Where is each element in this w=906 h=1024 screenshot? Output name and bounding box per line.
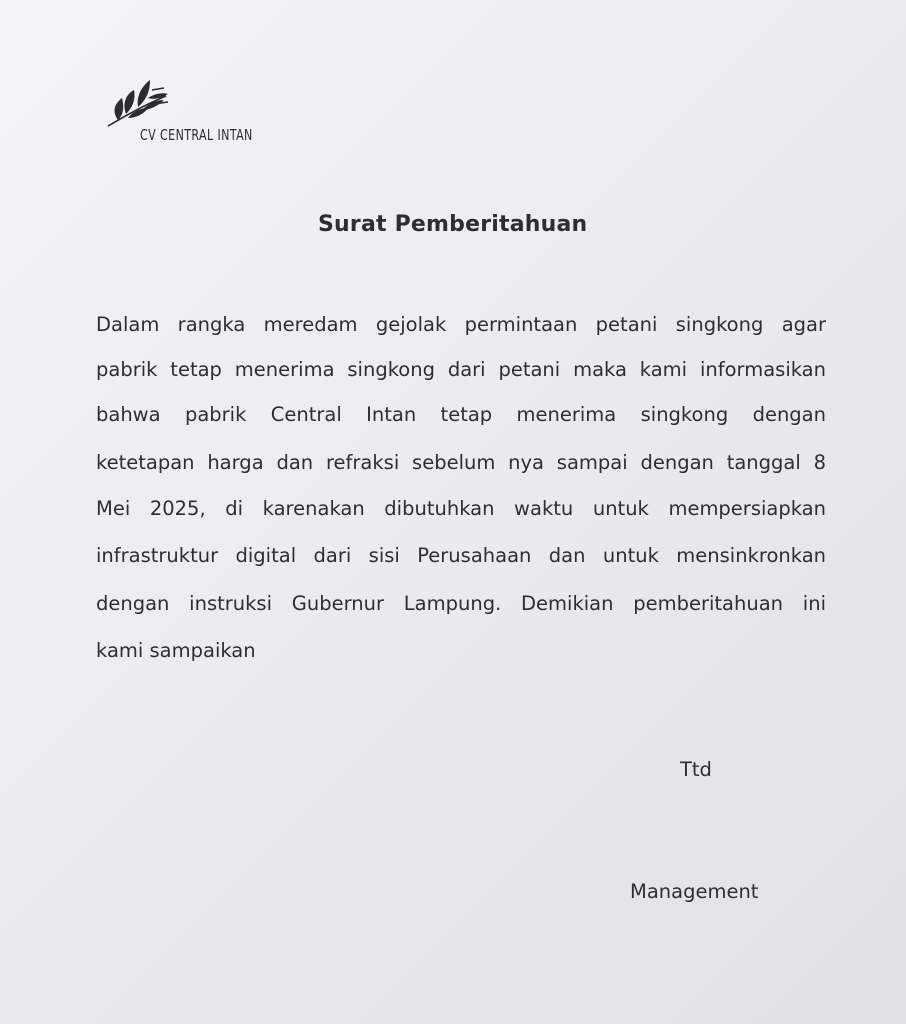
body-line: infrastruktur digital dari sisi Perusahaan dan untuk mensinkronkan (96, 544, 826, 567)
signature-label: Ttd (680, 758, 712, 781)
letter-title: Surat Pemberitahuan (318, 212, 588, 237)
body-line: pabrik tetap menerima singkong dari petani maka kami informasikan (96, 358, 826, 381)
signatory-name: Management (630, 880, 759, 903)
body-line: ketetapan harga dan refraksi sebelum nya sampai dengan tanggal 8 (96, 451, 826, 474)
olive-branch-icon (104, 74, 174, 132)
body-line-last: kami sampaikan (96, 639, 256, 662)
body-line: Mei 2025, di karenakan dibutuhkan waktu untuk mempersiapkan (96, 497, 826, 520)
company-name: CV CENTRAL INTAN (140, 126, 253, 144)
company-logo (104, 74, 304, 154)
body-line: dengan instruksi Gubernur Lampung. Demikian pemberitahuan ini (96, 592, 826, 615)
body-line: Dalam rangka meredam gejolak permintaan petani singkong agar (96, 313, 826, 336)
body-line: bahwa pabrik Central Intan tetap menerima singkong dengan (96, 403, 826, 426)
